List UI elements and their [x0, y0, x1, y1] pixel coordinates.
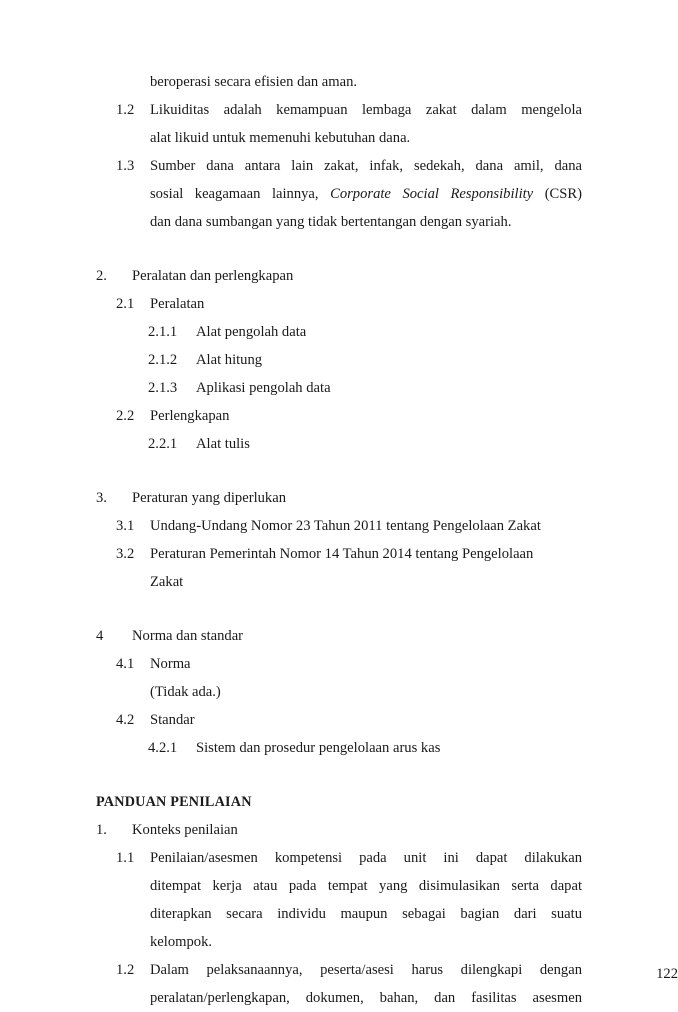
- list-item-1-2-text: [150, 96, 582, 152]
- section-2: [96, 262, 582, 290]
- list-item-2-1-2: [96, 346, 582, 374]
- text-line: kelompok.: [150, 934, 213, 950]
- section-title: Norma dan standar: [132, 628, 244, 644]
- list-item-2-1-1: [96, 318, 582, 346]
- text-line: Zakat: [150, 574, 184, 590]
- list-number: 2.1: [116, 296, 135, 312]
- text-line: ditempat kerja atau pada tempat yang disimulasikan serta dapat: [150, 878, 582, 894]
- list-item-4-1: [96, 650, 582, 706]
- section-4: [96, 622, 582, 650]
- paragraph-continued: [96, 68, 582, 96]
- text-fragment: (CSR): [533, 186, 582, 202]
- spacer: [96, 762, 582, 788]
- list-number: 3.2: [116, 546, 135, 562]
- continued-text: beroperasi secara efisien dan aman.: [150, 74, 358, 90]
- list-item-text: [150, 956, 582, 1012]
- section-number: 2.: [96, 268, 107, 284]
- list-item-2-2-1: [96, 430, 582, 458]
- list-item-p-1-1: [96, 844, 582, 956]
- list-number: 3.1: [116, 518, 135, 534]
- text-line: peralatan/perlengkapan, dokumen, bahan, dan fasilitas asesmen: [150, 990, 582, 1006]
- list-item-2-1-3: [96, 374, 582, 402]
- page-number: 122: [656, 966, 678, 982]
- list-item-4-2: [96, 706, 582, 734]
- text-fragment: sosial keagamaan lainnya,: [150, 186, 331, 202]
- list-number: 2.1.3: [148, 380, 178, 396]
- list-item-text: Undang-Undang Nomor 23 Tahun 2011 tentang Pengelolaan Zakat: [150, 518, 541, 534]
- list-item-1-2: [96, 96, 582, 152]
- list-item-1-3: [96, 152, 582, 236]
- list-item-text: Aplikasi pengolah data: [196, 380, 331, 396]
- list-number: 2.2: [116, 408, 135, 424]
- list-item-text: [150, 540, 582, 596]
- note-text: (Tidak ada.): [150, 684, 221, 700]
- section-title: Peraturan yang diperlukan: [132, 490, 286, 506]
- spacer: [96, 236, 582, 262]
- list-item-2-2: [96, 402, 582, 430]
- list-number: 4.2.1: [148, 740, 178, 756]
- list-item-2-1: [96, 290, 582, 318]
- text-line: dan dana sumbangan yang tidak bertentangan dengan syariah.: [150, 214, 512, 230]
- text-line: Likuiditas adalah kemampuan lembaga zakat dalam mengelola: [150, 102, 582, 118]
- list-item-text: Alat hitung: [196, 352, 263, 368]
- list-number: 4.1: [116, 656, 135, 672]
- list-number: 2.2.1: [148, 436, 178, 452]
- list-item-1-3-text: [150, 152, 582, 236]
- section-number: 4: [96, 628, 104, 644]
- list-number: 1.3: [116, 158, 135, 174]
- section-panduan-1: [96, 816, 582, 844]
- section-3: [96, 484, 582, 512]
- section-heading-panduan-penilaian: PANDUAN PENILAIAN: [96, 794, 252, 810]
- text-line: diterapkan secara individu maupun sebagai bagian dari suatu: [150, 906, 582, 922]
- text-line: Penilaian/asesmen kompetensi pada unit ini dapat dilakukan: [150, 850, 582, 866]
- text-line: alat likuid untuk memenuhi kebutuhan dana.: [150, 130, 411, 146]
- section-number: 3.: [96, 490, 107, 506]
- text-line: Norma: [150, 656, 191, 672]
- section-title: Peralatan dan perlengkapan: [132, 268, 294, 284]
- list-number: 1.1: [116, 850, 135, 866]
- list-number: 1.2: [116, 962, 135, 978]
- list-item-text: Alat tulis: [196, 436, 250, 452]
- text-line: Peraturan Pemerintah Nomor 14 Tahun 2014 tentang Pengelolaan: [150, 546, 534, 562]
- spacer: [96, 596, 582, 622]
- list-item-text: [150, 844, 582, 956]
- list-item-4-2-1: [96, 734, 582, 762]
- list-item-text: [150, 650, 582, 706]
- list-item-text: Standar: [150, 712, 195, 728]
- spacer: [96, 458, 582, 484]
- section-title: Konteks penilaian: [132, 822, 238, 838]
- list-item-text: Sistem dan prosedur pengelolaan arus kas: [196, 740, 441, 756]
- text-line: Dalam pelaksanaannya, peserta/asesi harus dilengkapi dengan: [150, 962, 582, 978]
- list-item-text: Alat pengolah data: [196, 324, 307, 340]
- list-item-3-2: [96, 540, 582, 596]
- list-item-text: Peralatan: [150, 296, 205, 312]
- list-number: 4.2: [116, 712, 135, 728]
- section-number: 1.: [96, 822, 107, 838]
- list-item-text: Perlengkapan: [150, 408, 230, 424]
- list-number: 2.1.1: [148, 324, 178, 340]
- list-number: 2.1.2: [148, 352, 178, 368]
- list-item-p-1-2: [96, 956, 582, 1012]
- text-line-with-italic: [150, 180, 582, 208]
- page-content: [96, 68, 678, 1012]
- list-item-3-1: [96, 512, 582, 540]
- italic-term: Corporate Social Responsibility: [330, 186, 534, 202]
- list-number: 1.2: [116, 102, 135, 118]
- text-line: Sumber dana antara lain zakat, infak, sedekah, dana amil, dana: [150, 158, 582, 174]
